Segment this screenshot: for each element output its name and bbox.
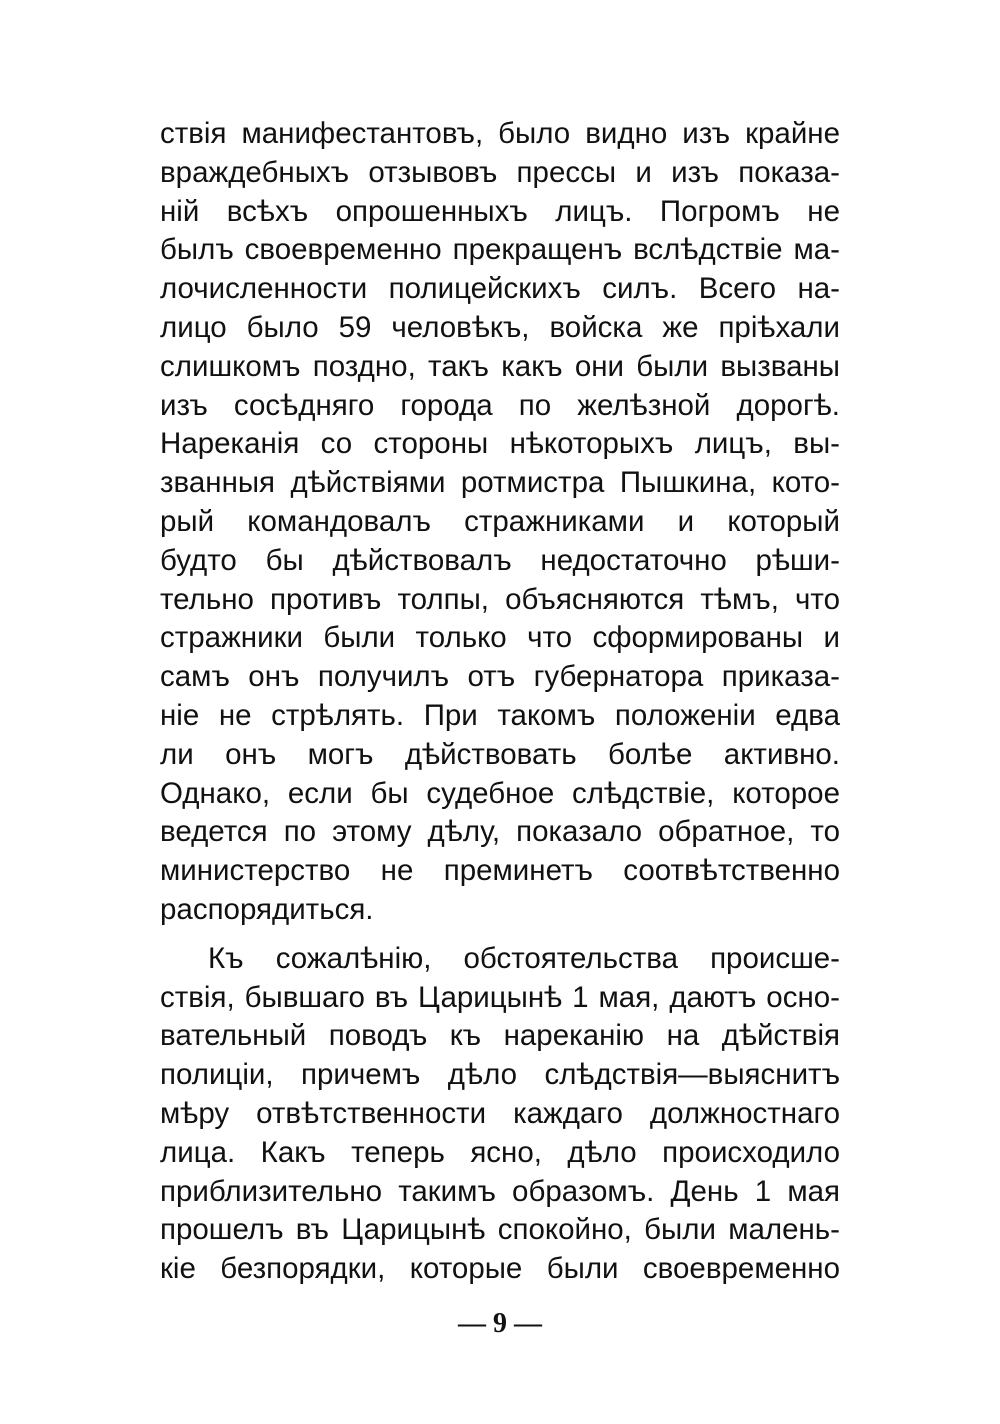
text-line: слишкомъ поздно, такъ какъ они были вызваны — [160, 349, 840, 383]
text-line: враждебныхъ отзывовъ прессы и изъ показа- — [160, 155, 840, 189]
text-line: ствія, бывшаго въ Царицынѣ 1 мая, даютъ осно- — [160, 980, 840, 1014]
page-number: — 9 — — [458, 1308, 542, 1339]
text-line: будто бы дѣйствовалъ недостаточно рѣши- — [160, 543, 840, 577]
text-line: лочисленности полицейскихъ силъ. Всего на- — [160, 272, 840, 306]
text-line: рый командовалъ стражниками и который — [160, 504, 840, 538]
text-line: ли онъ могъ дѣйствовать болѣе активно. — [160, 737, 840, 771]
text-line: стражники были только что сформированы и — [160, 621, 840, 655]
paragraph — [160, 115, 840, 930]
text-line: ній всѣхъ опрошенныхъ лицъ. Погромъ не — [160, 194, 840, 228]
text-line: лицо было 59 человѣкъ, войска же пріѣхали — [160, 310, 840, 344]
paragraph-gap — [160, 930, 840, 940]
text-line: изъ сосѣдняго города по желѣзной дорогѣ. — [160, 388, 840, 422]
text-line: вательный поводъ къ нареканію на дѣйствія — [160, 1019, 840, 1053]
text-line: былъ своевременно прекращенъ вслѣдствіе ма- — [160, 233, 840, 267]
text-line: званныя дѣйствіями ротмистра Пышкина, кото- — [160, 466, 840, 500]
text-line: лица. Какъ теперь ясно, дѣло происходило — [160, 1135, 840, 1169]
paragraph — [160, 940, 840, 1289]
text-line: мѣру отвѣтственности каждаго должностнаго — [160, 1096, 840, 1130]
text-line: самъ онъ получилъ отъ губернатора приказа- — [160, 660, 840, 694]
text-line: кіе безпорядки, которые были своевременно — [160, 1252, 840, 1286]
text-line: прошелъ въ Царицынѣ спокойно, были малень- — [160, 1213, 840, 1247]
text-line: приблизительно такимъ образомъ. День 1 мая — [160, 1174, 840, 1208]
text-line: ведется по этому дѣлу, показало обратное, то — [160, 815, 840, 849]
text-line: Нареканія со стороны нѣкоторыхъ лицъ, вы- — [160, 427, 840, 461]
text-line: тельно противъ толпы, объясняются тѣмъ, что — [160, 582, 840, 616]
text-line: ствія манифестантовъ, было видно изъ крайне — [160, 117, 840, 150]
page-body-text — [160, 115, 840, 1289]
text-line: Однако, если бы судебное слѣдствіе, которое — [160, 776, 840, 810]
text-line: полиціи, причемъ дѣло слѣдствія—выяснитъ — [160, 1058, 840, 1092]
text-line: распорядиться. — [160, 892, 374, 926]
text-line: министерство не преминетъ соотвѣтственно — [160, 854, 840, 888]
text-line: ніе не стрѣлять. При такомъ положеніи едва — [160, 698, 840, 732]
text-line: Къ сожалѣнію, обстоятельства происше- — [208, 941, 840, 975]
